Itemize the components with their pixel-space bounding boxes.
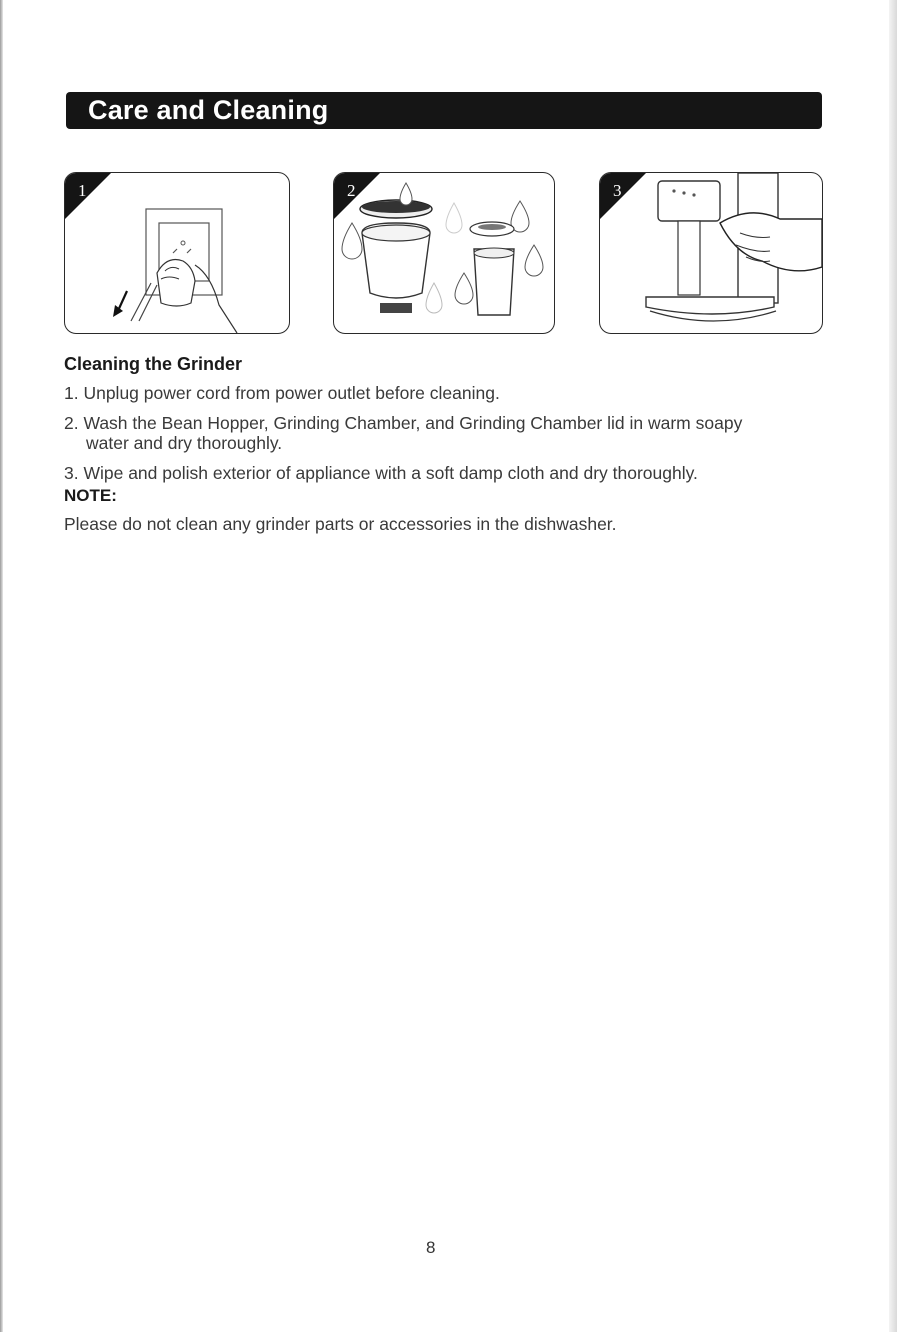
page-title: Care and Cleaning bbox=[88, 95, 329, 125]
figure-3-number: 3 bbox=[613, 181, 622, 200]
note-title: NOTE: bbox=[64, 486, 117, 505]
step-1-text: 1. Unplug power cord from power outlet before cleaning. bbox=[64, 383, 500, 403]
figure-1-panel bbox=[64, 172, 290, 334]
step-2-text: 2. Wash the Bean Hopper, Grinding Chamber, and Grinding Chamber lid in warm soapy bbox=[64, 413, 743, 433]
figure-3-panel bbox=[599, 172, 823, 334]
section-header-bar bbox=[66, 92, 822, 129]
note-text: Please do not clean any grinder parts or accessories in the dishwasher. bbox=[64, 514, 617, 534]
wash-parts-icon bbox=[334, 173, 554, 333]
section-title: Cleaning the Grinder bbox=[64, 354, 243, 374]
figure-1-number: 1 bbox=[78, 181, 87, 200]
page-number: 8 bbox=[426, 1238, 436, 1257]
step-2-text-continued: water and dry thoroughly. bbox=[86, 433, 283, 453]
step-3-text: 3. Wipe and polish exterior of appliance with a soft damp cloth and dry thoroughly. bbox=[64, 463, 698, 483]
figure-2-panel bbox=[333, 172, 555, 334]
unplug-cord-icon bbox=[65, 173, 289, 333]
page-edge-right bbox=[889, 0, 897, 1332]
page-edge-left bbox=[0, 0, 3, 1332]
wipe-appliance-icon bbox=[600, 173, 822, 333]
figure-2-number: 2 bbox=[347, 181, 356, 200]
